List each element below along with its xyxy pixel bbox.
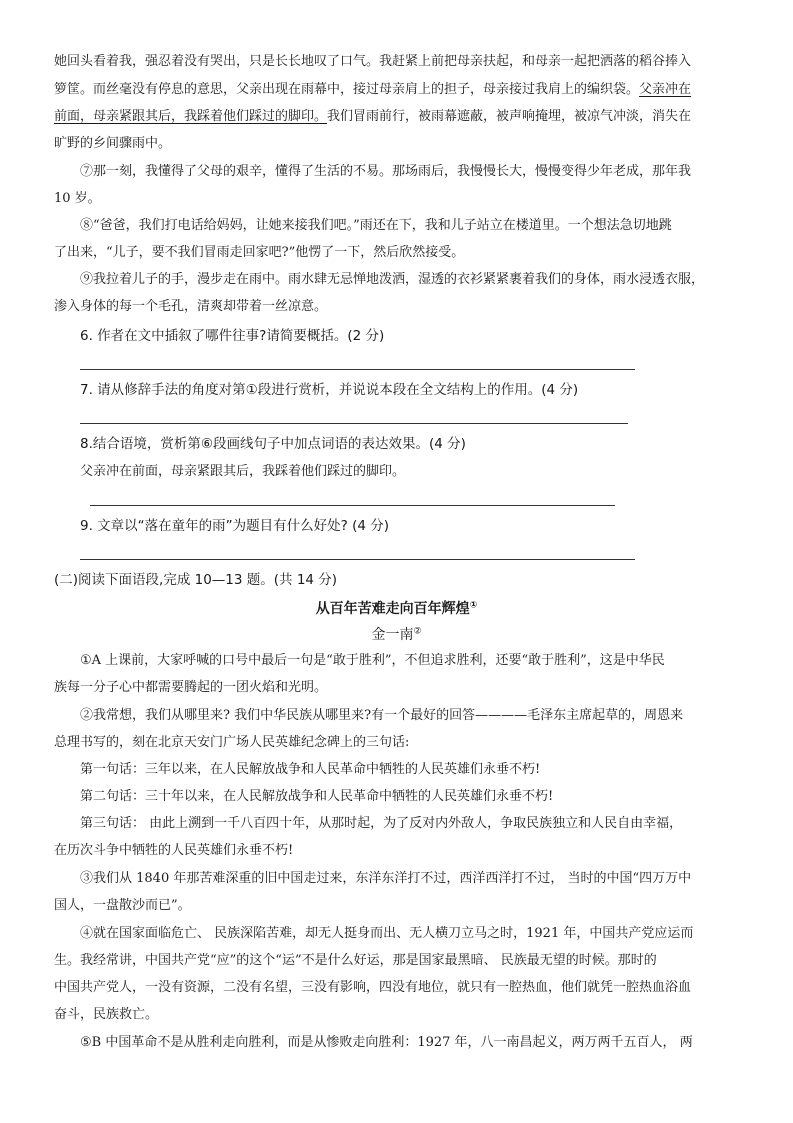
answer-line-6[interactable] [80,369,635,370]
paragraph-9: ⑨我拉着儿子的手，漫步走在雨中。雨水肆无忌惮地泼洒，湿透的衣衫紧紧裹着我们的身体，雨水浸透衣服， [80,272,705,287]
answer-line-7[interactable] [80,423,628,424]
answer-line-8[interactable] [90,505,615,506]
article-paragraph-5: ⑤B 中国革命不是从胜利走向胜利，而是从惨败走向胜利：1927 年，八一南昌起义，两万两千五百人， 两 [80,1035,693,1050]
article-title [0,598,793,618]
passage-line: 奋斗，民族救亡。 [54,1007,159,1022]
inscription-sentence-1: 第一句话：三年以来，在人民解放战争和人民革命中牺牲的人民英雄们永垂不朽! [80,762,541,777]
passage-line: 总理书写的，刻在北京天安门广场人民英雄纪念碑上的三句话: [54,735,410,750]
question-8: 8.结合语境，赏析第⑥段画线句子中加点词语的表达效果。(4 分) [80,436,466,452]
article-paragraph-3: ③我们从 1840 年那苦难深重的旧中国走过来，东洋东洋打不过，西洋西洋打不过， 当时的中国“四万万中 [80,871,692,886]
passage-line: 中国共产党人，一没有资源，二没有名望，三没有影响，四没有地位，就只有一腔热血，他们就凭一腔热血浴血 [54,980,692,995]
passage-line: 在历次斗争中牺牲的人民英雄们永垂不朽! [54,843,294,858]
article-title-text: 从百年苦难走向百年辉煌 [315,601,470,617]
passage-line: 她回头看着我，强忍着没有哭出，只是长长地叹了口气。我赶紧上前把母亲扶起，和母亲一起把洒落的稻谷捧入 [54,54,692,69]
inscription-sentence-2: 第二句话：三十年以来，在人民解放战争和人民革命中牺牲的人民英雄们永垂不朽! [80,789,554,804]
passage-line [54,108,691,126]
underlined-sentence: 前面，母亲紧跟其后，我踩着他们踩过的脚印。 [54,109,328,124]
question-6: 6. 作者在文中插叙了哪件往事?请简要概括。(2 分) [80,328,385,344]
passage-text: 箩筐。而丝毫没有停息的意思，父亲出现在雨幕中，接过母亲肩上的担子，母亲接过我肩上的编织袋。 [54,82,640,97]
passage-line: 旷野的乡间骤雨中。 [54,136,172,151]
underlined-sentence: 父亲冲在 [639,82,692,97]
paragraph-7: ⑦那一刻，我懂得了父母的艰辛，懂得了生活的不易。那场雨后，我慢慢长大，慢慢变得少年老成，那年我 [80,164,692,179]
passage-text: 我们冒雨前行，被雨幕遮蔽，被声响掩埋，被凉气冲淡，消失在 [327,109,692,124]
author-name: 金一南 [371,627,414,643]
passage-line [54,81,691,99]
question-9: 9. 文章以“落在童年的雨”为题目有什么好处? (4 分) [80,518,390,534]
question-7: 7. 请从修辞手法的角度对第①段进行赏析，并说说本段在全文结构上的作用。(4 分) [80,382,579,398]
passage-line: 10 岁。 [54,191,101,206]
footnote-marker: ② [413,626,422,637]
passage-line: 渗入身体的每一个毛孔，清爽却带着一丝凉意。 [54,299,328,314]
inscription-sentence-3: 第三句话： 由此上溯到一千八百四十年，从那时起，为了反对内外敌人，争取民族独立和人民自由幸福， [80,816,683,831]
footnote-marker: ① [469,600,478,611]
question-8-quote: 父亲冲在前面，母亲紧跟其后，我踩着他们踩过的脚印。 [80,464,406,479]
article-paragraph-1: ①A 上课前，大家呼喊的口号中最后一句是“敢于胜利”，不但追求胜利，还要“敢于胜利”，这是中华民 [80,653,665,668]
passage-line: 生。我经常讲，中国共产党“应”的这个“运”不是什么好运，那是国家最黑暗、 民族最无望的时候。那时的 [54,953,657,968]
passage-line: 族每一分子心中都需要腾起的一团火焰和光明。 [54,680,328,695]
paragraph-8: ⑧“爸爸，我们打电话给妈妈，让她来接我们吧。”雨还在下，我和儿子站立在楼道里。一个想法急切地跳 [80,218,672,233]
article-paragraph-4: ④就在国家面临危亡、 民族深陷苦难，却无人挺身而出、无人横刀立马之时，1921 年，中国共产党应运而 [80,926,694,941]
answer-line-9[interactable] [80,559,635,560]
passage-line: 了出来，“儿子，要不我们冒雨走回家吧?”他愣了一下，然后欣然接受。 [54,245,465,260]
passage-line: 国人，一盘散沙而已”。 [54,898,191,913]
article-paragraph-2: ②我常想，我们从哪里来? 我们中华民族从哪里来?有一个最好的回答————毛泽东主席起草的，周恩来 [80,708,684,723]
section-heading: (二)阅读下面语段,完成 10—13 题。(共 14 分) [54,572,338,588]
article-author [0,624,793,644]
